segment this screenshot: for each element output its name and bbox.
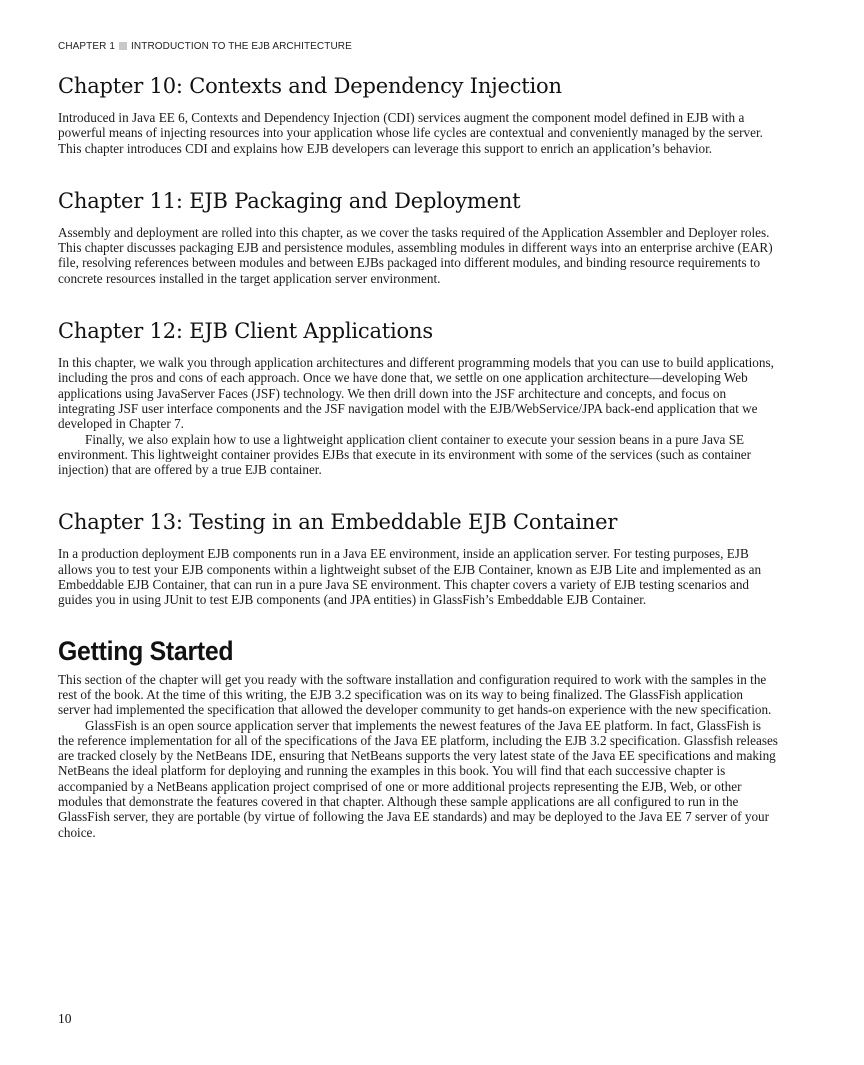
page-number: 10 — [58, 1011, 72, 1026]
getting-started-paragraph-2: GlassFish is an open source application server that implements the newest features of the Java EE platform. In fact, GlassFish is the reference implementation for all of the specifications of the Java EE platform, including the EJB 3.2 specification. Glassfish releases are tracked closely by the NetBeans IDE, ensuring that NetBeans supports the very latest state of the Java EE specifications and making NetBeans the ideal platform for deploying and running the examples in this book. You will find that each successive chapter is accompanied by a NetBeans application project comprised of one or more additional projects representing the EJB, Web, or other modules that demonstrate the features covered in that chapter. Although these sample applications are all configured to run in the GlassFish server, they are portable (by virtue of following the Java EE standards) and may be deployed to the Java EE 7 server of your choice. — [58, 717, 778, 840]
chapter-12-heading: Chapter 12: EJB Client Applications — [58, 319, 433, 344]
chapter-12-paragraph-1: In this chapter, we walk you through application architectures and different programming models that you can use to build applications, including the pros and cons of each approach. Once we have done that, we settle on one application architecture—developing Web applications using JavaServer Faces (JSF) technology. We then drill down into the JSF architecture and concepts, and focus on integrating JSF user interface components and the JSF navigation model with the EJB/WebService/JPA back-end application that we developed in Chapter 7. — [58, 355, 774, 432]
getting-started-section — [58, 634, 778, 840]
getting-started-heading: Getting Started — [58, 635, 234, 666]
running-head-chapter: CHAPTER 1 — [58, 41, 116, 52]
page-content — [58, 72, 778, 840]
chapter-13-paragraph: In a production deployment EJB components run in a Java EE environment, inside an application server. For testing purposes, EJB allows you to test your EJB components within a lightweight subset of the EJB Container, known as EJB Lite and implemented as an Embeddable EJB Container, that can run in a pure Java SE environment. This chapter covers a variety of EJB testing scenarios and guides you in using JUnit to test EJB components (and JPA entities) in GlassFish’s Embeddable EJB Container. — [58, 546, 762, 608]
running-head — [58, 41, 352, 52]
chapter-13-section — [58, 508, 778, 607]
running-head-title: INTRODUCTION TO THE EJB ARCHITECTURE — [131, 41, 352, 52]
chapter-12-section — [58, 317, 778, 477]
chapter-11-heading: Chapter 11: EJB Packaging and Deployment — [58, 188, 521, 213]
chapter-13-heading: Chapter 13: Testing in an Embeddable EJB Container — [58, 510, 618, 535]
getting-started-paragraph-1: This section of the chapter will get you ready with the software installation and configuration required to work with the samples in the rest of the book. At the time of this writing, the EJB 3.2 specification was on its way to being finalized. The GlassFish application server had implemented the specification that allowed the developer community to get hands-on experience with the new specification. — [58, 671, 772, 718]
running-head-separator — [119, 42, 127, 50]
chapter-11-section — [58, 187, 778, 286]
chapter-10-section — [58, 72, 778, 156]
chapter-12-paragraph-2: Finally, we also explain how to use a lightweight application client container to execute your session beans in a pure Java SE environment. This lightweight container provides EJBs that execute in its environment with some of the services (such as container injection) that are offered by a true EJB container. — [58, 431, 752, 478]
chapter-10-heading: Chapter 10: Contexts and Dependency Injection — [58, 74, 562, 98]
chapter-10-paragraph: Introduced in Java EE 6, Contexts and Dependency Injection (CDI) services augment the component model defined in EJB with a powerful means of injecting resources into your application whose life cycles are contextual and conveniently managed by the server. This chapter introduces CDI and explains how EJB developers can leverage this support to enrich an application’s behavior. — [58, 110, 763, 156]
chapter-11-paragraph: Assembly and deployment are rolled into this chapter, as we cover the tasks required of the Application Assembler and Deployer roles. This chapter discusses packaging EJB and persistence modules, assembling modules in different ways into an enterprise archive (EAR) file, resolving references between modules and between EJBs packaged into different modules, and binding resource requirements to concrete resources installed in the target application server environment. — [58, 224, 773, 286]
